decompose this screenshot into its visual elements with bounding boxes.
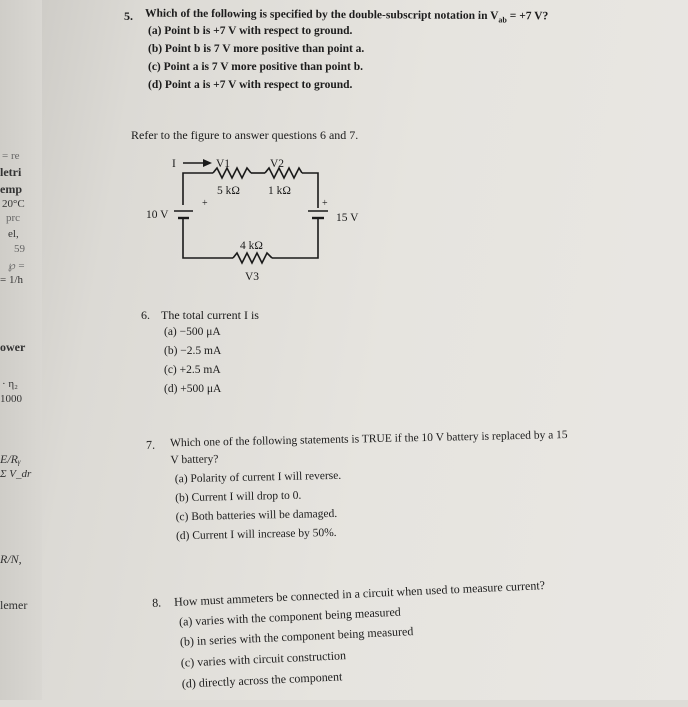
node-label-v3: V3 bbox=[245, 271, 260, 283]
left-fragment: ower bbox=[0, 340, 26, 354]
question-number: 7. bbox=[145, 437, 156, 452]
answer-option: (a) Point b is +7 V with respect to ground. bbox=[148, 25, 353, 37]
left-fragment: Σ V_dr bbox=[0, 468, 32, 480]
left-fragment: emp bbox=[0, 182, 22, 196]
answer-option: (b) Point b is 7 V more positive than point a. bbox=[148, 43, 365, 55]
node-label-v1: V1 bbox=[216, 158, 231, 170]
figure-reference-note: Refer to the figure to answer questions 6 and 7. bbox=[131, 128, 359, 142]
left-fragment: letri bbox=[0, 165, 22, 179]
subscript: ab bbox=[498, 15, 507, 25]
answer-option: (b) in series with the component being measured bbox=[179, 624, 414, 649]
left-fragment: = re bbox=[2, 150, 20, 162]
resistor-5k-label: 5 kΩ bbox=[217, 185, 240, 197]
question-number: 6. bbox=[141, 308, 150, 322]
answer-option: (c) Point a is 7 V more positive than point b. bbox=[148, 61, 364, 73]
question-stem-continued: V battery? bbox=[170, 453, 219, 467]
answer-option: (d) directly across the component bbox=[181, 669, 343, 691]
question-stem: Which one of the following statements is TRUE if the 10 V battery is replaced by a 15 bbox=[169, 429, 568, 450]
answer-option: (c) Both batteries will be damaged. bbox=[175, 507, 338, 524]
question-stem: The total current I is bbox=[161, 308, 259, 322]
answer-option: (a) −500 μA bbox=[164, 326, 221, 338]
answer-option: (c) varies with circuit construction bbox=[180, 648, 347, 670]
current-label: I bbox=[172, 158, 176, 170]
answer-option: (d) Current I will increase by 50%. bbox=[175, 526, 337, 543]
left-fragment: lemer bbox=[0, 598, 28, 612]
answer-option: (a) varies with the component being measured bbox=[178, 604, 402, 629]
answer-option: (c) +2.5 mA bbox=[164, 364, 221, 376]
battery-right-plus: + bbox=[322, 198, 328, 209]
left-fragment: el, bbox=[8, 228, 19, 240]
question-number: 8. bbox=[151, 595, 162, 610]
left-fragment: ℘ = bbox=[8, 260, 25, 272]
left-fragment: R/N, bbox=[0, 552, 22, 566]
question-stem-text: Which of the following is specified by the double-subscript notation in V bbox=[144, 7, 499, 23]
node-label-v2: V2 bbox=[270, 158, 285, 170]
resistor-4k-label: 4 kΩ bbox=[240, 240, 263, 252]
question-number: 5. bbox=[124, 9, 133, 23]
left-fragment: 1000 bbox=[0, 393, 22, 405]
question-stem-tail: = +7 V? bbox=[506, 10, 549, 23]
left-fragment: = 1/h bbox=[0, 274, 24, 286]
answer-option: (a) Polarity of current I will reverse. bbox=[174, 469, 342, 486]
answer-option: (b) Current I will drop to 0. bbox=[175, 489, 302, 505]
battery-left-plus: + bbox=[202, 198, 208, 209]
left-fragment: 20°C bbox=[2, 198, 25, 210]
answer-option: (b) −2.5 mA bbox=[164, 345, 222, 357]
left-fragment: · η₂ bbox=[2, 378, 19, 390]
question-stem: How must ammeters be connected in a circuit when used to measure current? bbox=[173, 578, 546, 609]
left-fragment: 59 bbox=[14, 243, 25, 255]
left-fragment: prc bbox=[6, 212, 21, 224]
answer-option: (d) Point a is +7 V with respect to ground. bbox=[148, 79, 353, 91]
resistor-1k-label: 1 kΩ bbox=[268, 185, 291, 197]
battery-left-label: 10 V bbox=[146, 209, 169, 221]
battery-right-label: 15 V bbox=[336, 212, 359, 224]
left-fragment: E/Rᵧ bbox=[0, 452, 21, 466]
answer-option: (d) +500 μA bbox=[164, 383, 222, 395]
